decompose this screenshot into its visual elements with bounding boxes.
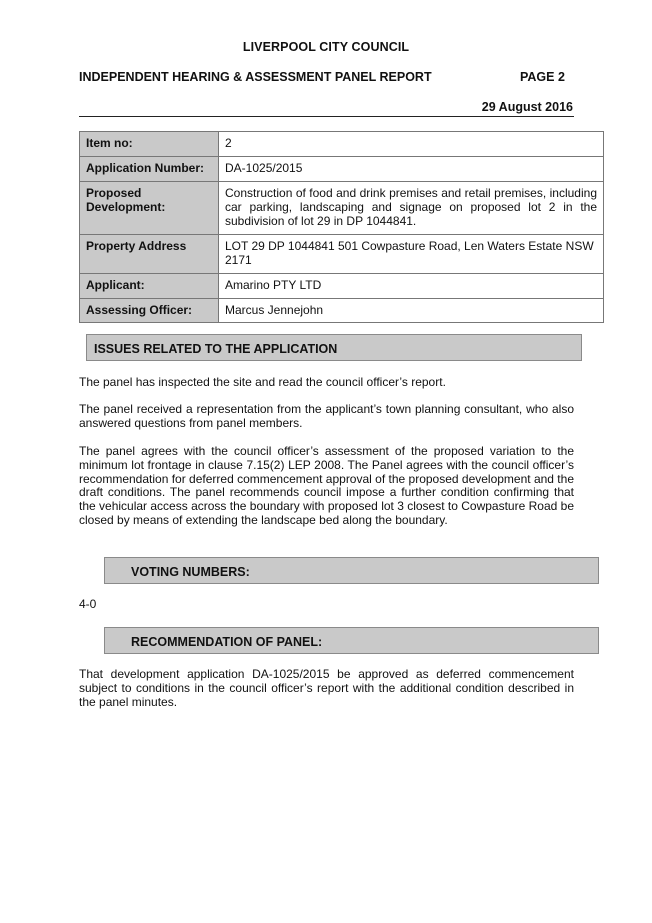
- issues-paragraph: The panel has inspected the site and read the council officer’s report.: [79, 375, 446, 389]
- recommendation-text: That development application DA-1025/2015 be approved as deferred commencement subject to conditions in the council officer’s report with the additional condition described in the panel minutes.: [79, 667, 574, 709]
- item-no-value: 2: [219, 132, 604, 157]
- application-number-value: DA-1025/2015: [219, 157, 604, 182]
- page-number: PAGE 2: [520, 70, 565, 84]
- applicant-value: Amarino PTY LTD: [219, 274, 604, 299]
- assessing-officer-label: Assessing Officer:: [80, 299, 219, 323]
- voting-result: 4-0: [79, 597, 97, 611]
- property-address-label: Property Address: [80, 235, 219, 274]
- application-number-label: Application Number:: [80, 157, 219, 182]
- recommendation-heading: RECOMMENDATION OF PANEL:: [104, 627, 599, 654]
- application-info-table: [79, 131, 604, 323]
- voting-heading: VOTING NUMBERS:: [104, 557, 599, 584]
- table-row: [80, 182, 604, 235]
- table-row: [80, 132, 604, 157]
- table-row: [80, 274, 604, 299]
- council-name: LIVERPOOL CITY COUNCIL: [242, 40, 410, 54]
- issues-paragraph: The panel received a representation from the applicant’s town planning consultant, who also answered questions from panel members.: [79, 402, 574, 430]
- report-date: 29 August 2016: [481, 100, 573, 114]
- table-row: [80, 157, 604, 182]
- proposed-development-value: Construction of food and drink premises and retail premises, including car parking, landscaping and signage on proposed lot 2 in the subdivision of lot 29 in DP 1044841.: [219, 182, 604, 235]
- proposed-development-label: Proposed Development:: [80, 182, 219, 235]
- table-row: [80, 235, 604, 274]
- issues-heading: ISSUES RELATED TO THE APPLICATION: [86, 334, 582, 361]
- item-no-label: Item no:: [80, 132, 219, 157]
- report-title: INDEPENDENT HEARING & ASSESSMENT PANEL REPORT: [79, 70, 432, 84]
- assessing-officer-value: Marcus Jennejohn: [219, 299, 604, 323]
- table-row: [80, 299, 604, 323]
- issues-paragraph: The panel agrees with the council officer’s assessment of the proposed variation to the minimum lot frontage in clause 7.15(2) LEP 2008. The Panel agrees with the council officer’s recommendation for deferred commencement approval of the proposed development and the draft conditions. The panel recommends council impose a further condition confirming that the vehicular access across the boundary with proposed lot 3 closest to Cowpasture Road be closed by means of extending the landscape bed along the boundary.: [79, 444, 574, 527]
- applicant-label: Applicant:: [80, 274, 219, 299]
- property-address-value: LOT 29 DP 1044841 501 Cowpasture Road, Len Waters Estate NSW 2171: [219, 235, 604, 274]
- header-rule: [79, 116, 574, 117]
